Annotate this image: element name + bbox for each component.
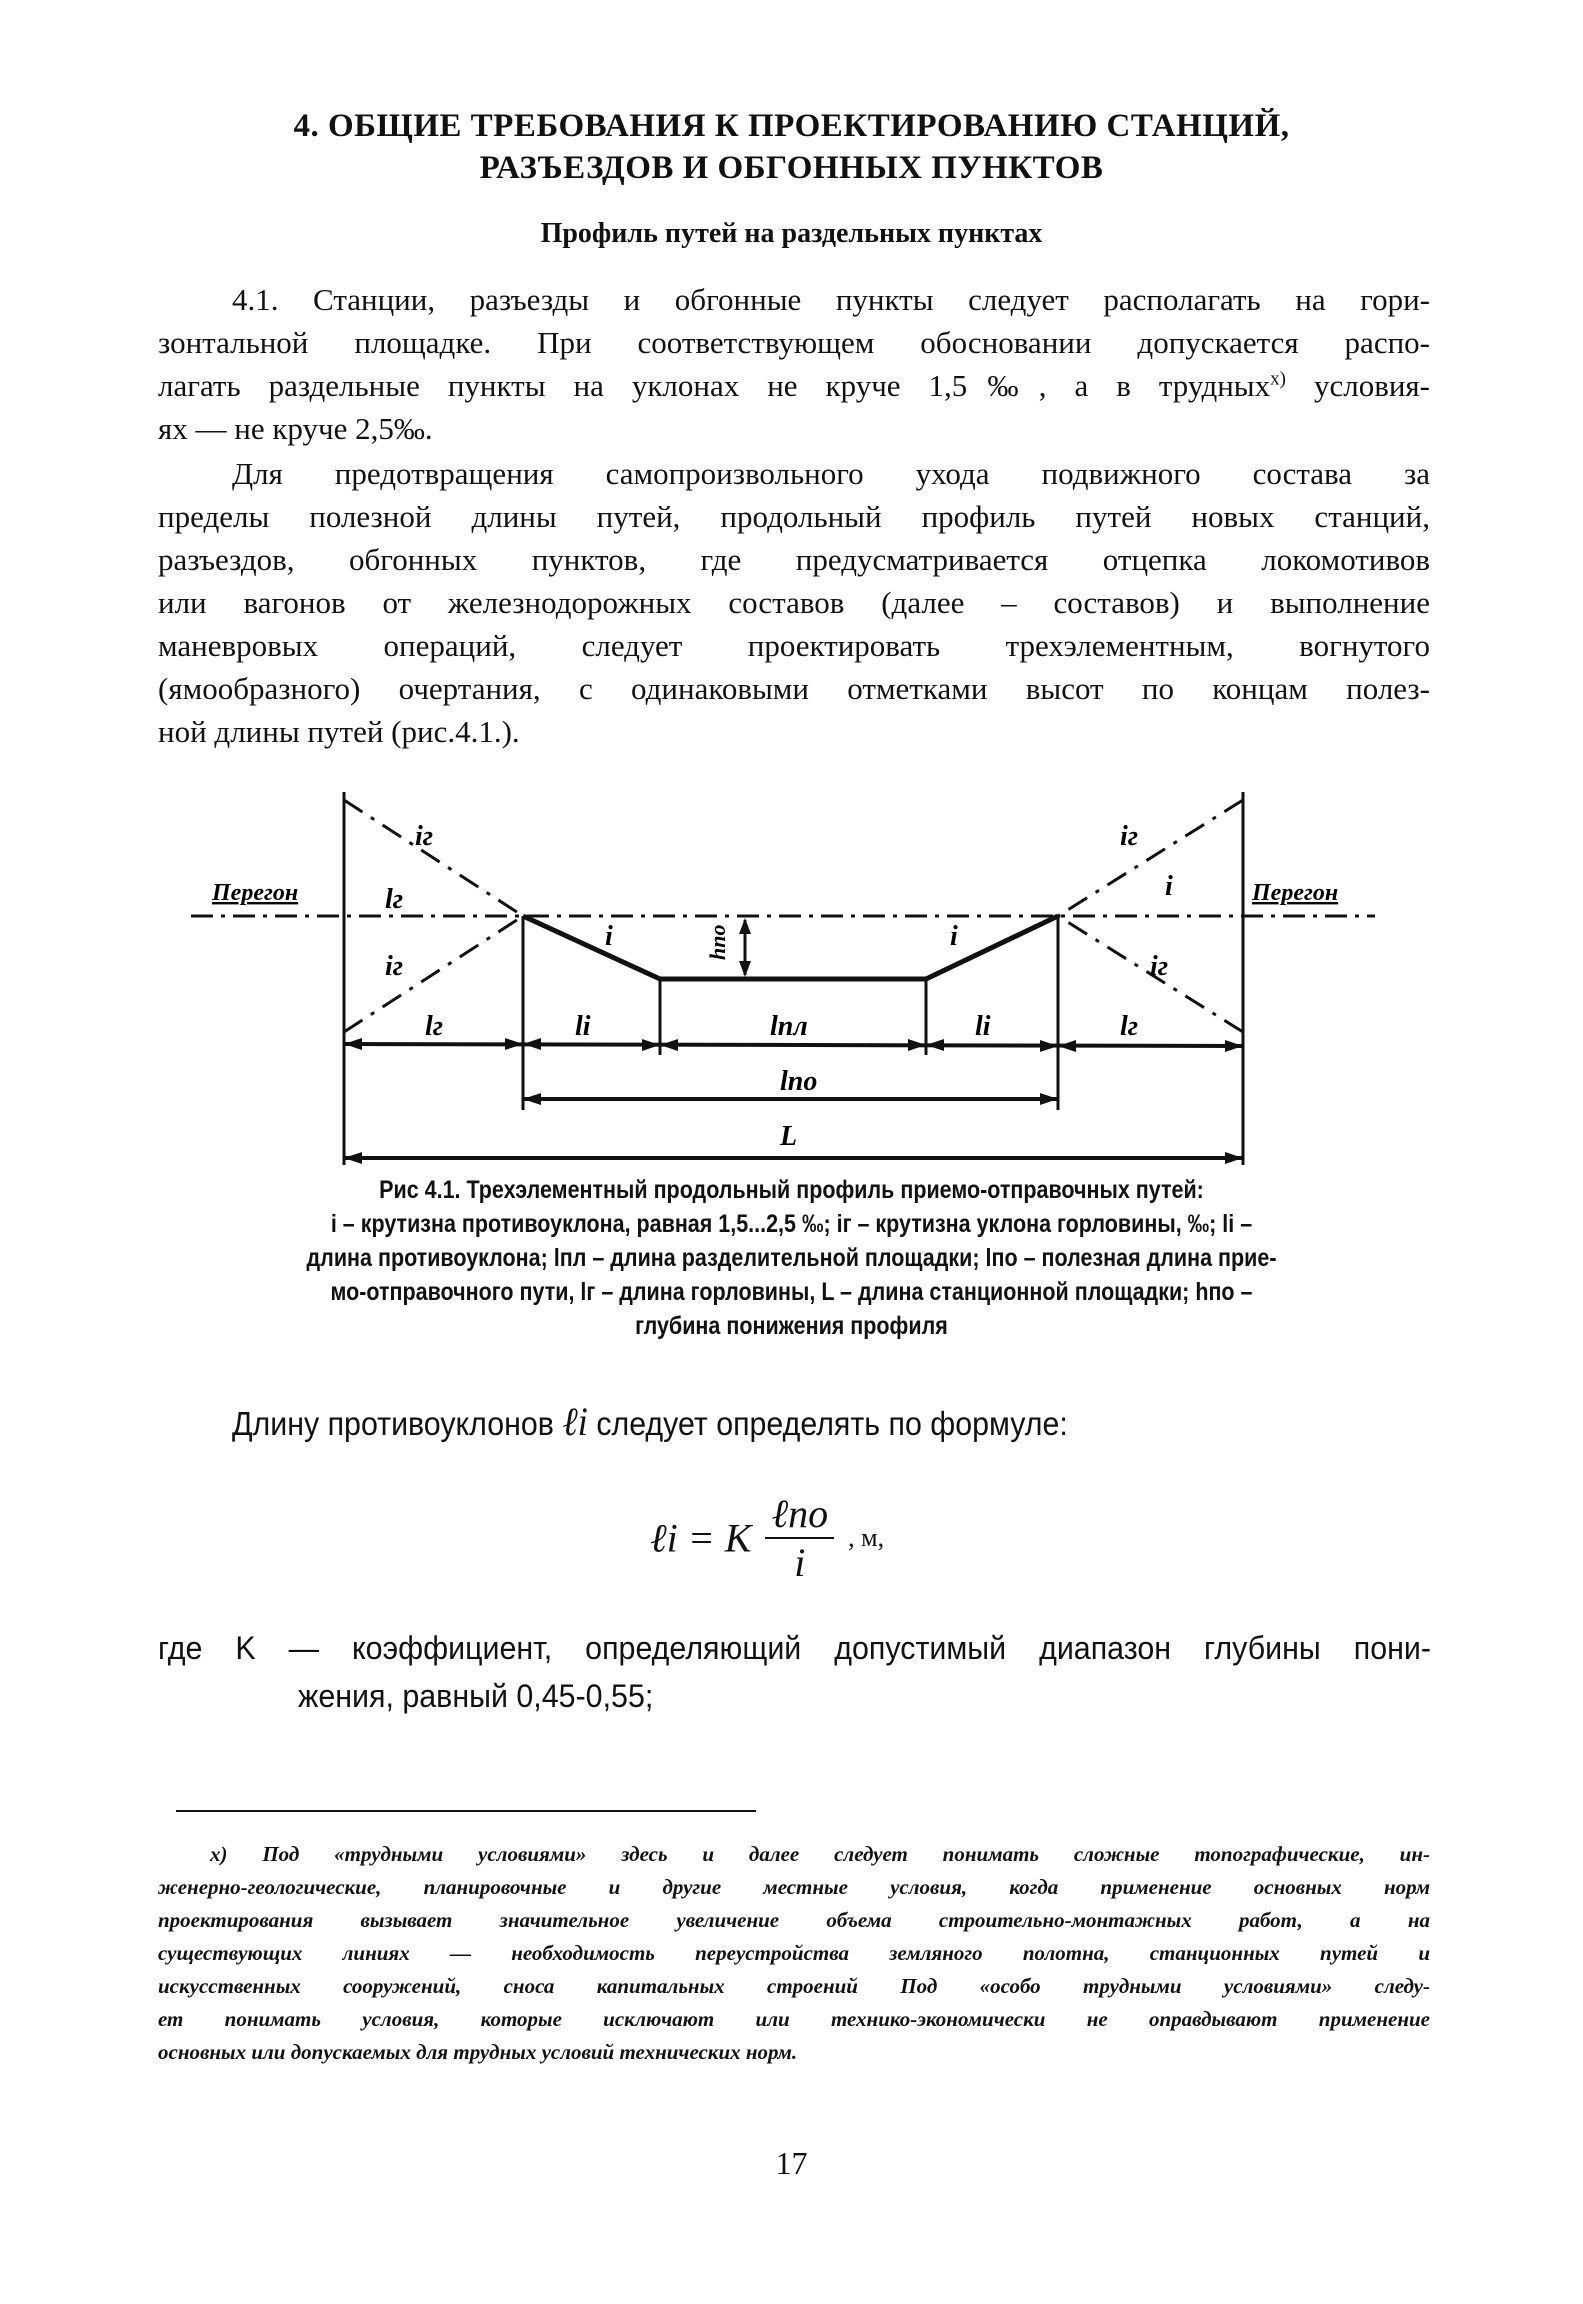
- profile-line: [523, 916, 1058, 979]
- footnote-divider: [176, 1810, 756, 1812]
- label-li: li: [575, 1011, 591, 1042]
- text-segment: следует определять по формуле:: [596, 1405, 1068, 1442]
- label-hpo: hпо: [705, 924, 730, 960]
- text-segment: лагать раздельные пункты на уклонах не круче 1,5‰, а в трудных: [158, 368, 1271, 403]
- text-line: пределы полезной длины путей, продольный профиль путей новых станций,: [158, 499, 1430, 534]
- caption-line: Рис 4.1. Трехэлементный продольный профиль приемо-отправочных путей:: [379, 1176, 1204, 1204]
- label-i: i: [950, 921, 958, 952]
- label-ir: iг: [1120, 821, 1139, 852]
- chapter-title-line1: 4. ОБЩИЕ ТРЕБОВАНИЯ К ПРОЕКТИРОВАНИЮ СТАНЦИЙ,: [293, 108, 1290, 144]
- formula-where-line1: где K — коэффициент, определяющий допустимый диапазон глубины пони-: [158, 1630, 1431, 1666]
- label-lr: lг: [1120, 1011, 1139, 1042]
- formula-unit: , м,: [848, 1523, 885, 1552]
- label-ir: iг: [1150, 951, 1169, 982]
- label-ir: iг: [385, 951, 404, 982]
- label-i: i: [605, 921, 613, 952]
- text-line: 4.1. Станции, разъезды и обгонные пункты следует располагать на гори-: [232, 282, 1430, 317]
- label-lpl: lпл: [770, 1011, 808, 1042]
- caption-line: длина противоуклона; lпл – длина разделительной площадки; lпо – полезная длина прие-: [306, 1244, 1277, 1272]
- label-lr: lг: [425, 1011, 444, 1042]
- dimension-line: [344, 1044, 1243, 1046]
- label-peregon-left: Перегон: [212, 880, 299, 906]
- page-number: 17: [775, 2145, 808, 2181]
- text-line: или вагонов от железнодорожных составов (далее – составов) и выполнение: [158, 585, 1430, 620]
- text-line: ях — не круче 2,5‰.: [158, 411, 433, 446]
- formula-fraction: [765, 1490, 834, 1586]
- footnote-line: x) Под «трудными условиями» здесь и далее следует понимать сложные топографические, ин-: [210, 1842, 1430, 1866]
- caption-line: мо-отправочного пути, lг – длина горловины, L – длина станционной площадки; hпо –: [330, 1278, 1253, 1306]
- label-L: L: [780, 1121, 798, 1152]
- formula-where-line2: жения, равный 0,45-0,55;: [298, 1678, 654, 1714]
- text-line: маневровых операций, следует проектировать трехэлементным, вогнутого: [158, 628, 1430, 663]
- text-line: ной длины путей (рис.4.1.).: [158, 714, 520, 749]
- section-subheading: Профиль путей на раздельных пунктах: [540, 218, 1043, 249]
- footnote-line: женерно-геологические, планировочные и другие местные условия, когда применение основных норм: [158, 1875, 1430, 1899]
- formula-numerator: ℓпо: [765, 1490, 834, 1539]
- footnote-line: ет понимать условия, которые исключают или технико-экономически не оправдывают применение: [158, 2007, 1430, 2031]
- label-i: i: [1165, 871, 1173, 902]
- caption-line: глубина понижения профиля: [635, 1312, 948, 1340]
- text-line: разъездов, обгонных пунктов, где предусматривается отцепка локомотивов: [158, 542, 1430, 577]
- grade-line: [344, 800, 523, 916]
- formula-intro: [232, 1398, 1068, 1445]
- formula-eq: = K: [687, 1515, 752, 1561]
- formula-lhs: ℓi: [650, 1515, 678, 1561]
- text-segment: Длину противоуклонов: [232, 1405, 554, 1442]
- text-line: Для предотвращения самопроизвольного ухода подвижного состава за: [232, 456, 1430, 491]
- label-li: li: [975, 1011, 991, 1042]
- caption-line: i – крутизна противоуклона, равная 1,5...2,5 ‰; iг – крутизна уклона горловины, ‰; li –: [330, 1210, 1253, 1238]
- footnote-line: проектирования вызывает значительное увеличение объема строительно-монтажных работ, а на: [158, 1908, 1430, 1932]
- footnote-line: основных или допускаемых для трудных условий технических норм.: [158, 2040, 798, 2064]
- label-peregon-right: Перегон: [1252, 880, 1339, 906]
- text-line: (ямообразного) очертания, с одинаковыми отметками высот по концам полез-: [158, 671, 1430, 706]
- label-ir: iг: [415, 821, 434, 852]
- formula: [650, 1490, 884, 1586]
- label-lpo: lпо: [780, 1066, 818, 1097]
- footnote-line: существующих линиях — необходимость переустройства земляного полотна, станционных путей и: [158, 1941, 1430, 1965]
- label-lr: lг: [385, 884, 404, 915]
- symbol-li: ℓi: [562, 1399, 588, 1444]
- formula-denominator: i: [794, 1540, 806, 1585]
- text-segment: условия-: [1313, 368, 1431, 403]
- footnote-line: искусственных сооружений, сноса капитальных строений Под «особо трудными условиями» следу-: [158, 1974, 1430, 1998]
- text-line: зонтальной площадке. При соответствующем обосновании допускается распо-: [158, 325, 1430, 360]
- footnote-mark: x): [1270, 368, 1286, 390]
- grade-line: [1058, 800, 1243, 916]
- chapter-title-line2: РАЗЪЕЗДОВ И ОБГОННЫХ ПУНКТОВ: [479, 150, 1104, 186]
